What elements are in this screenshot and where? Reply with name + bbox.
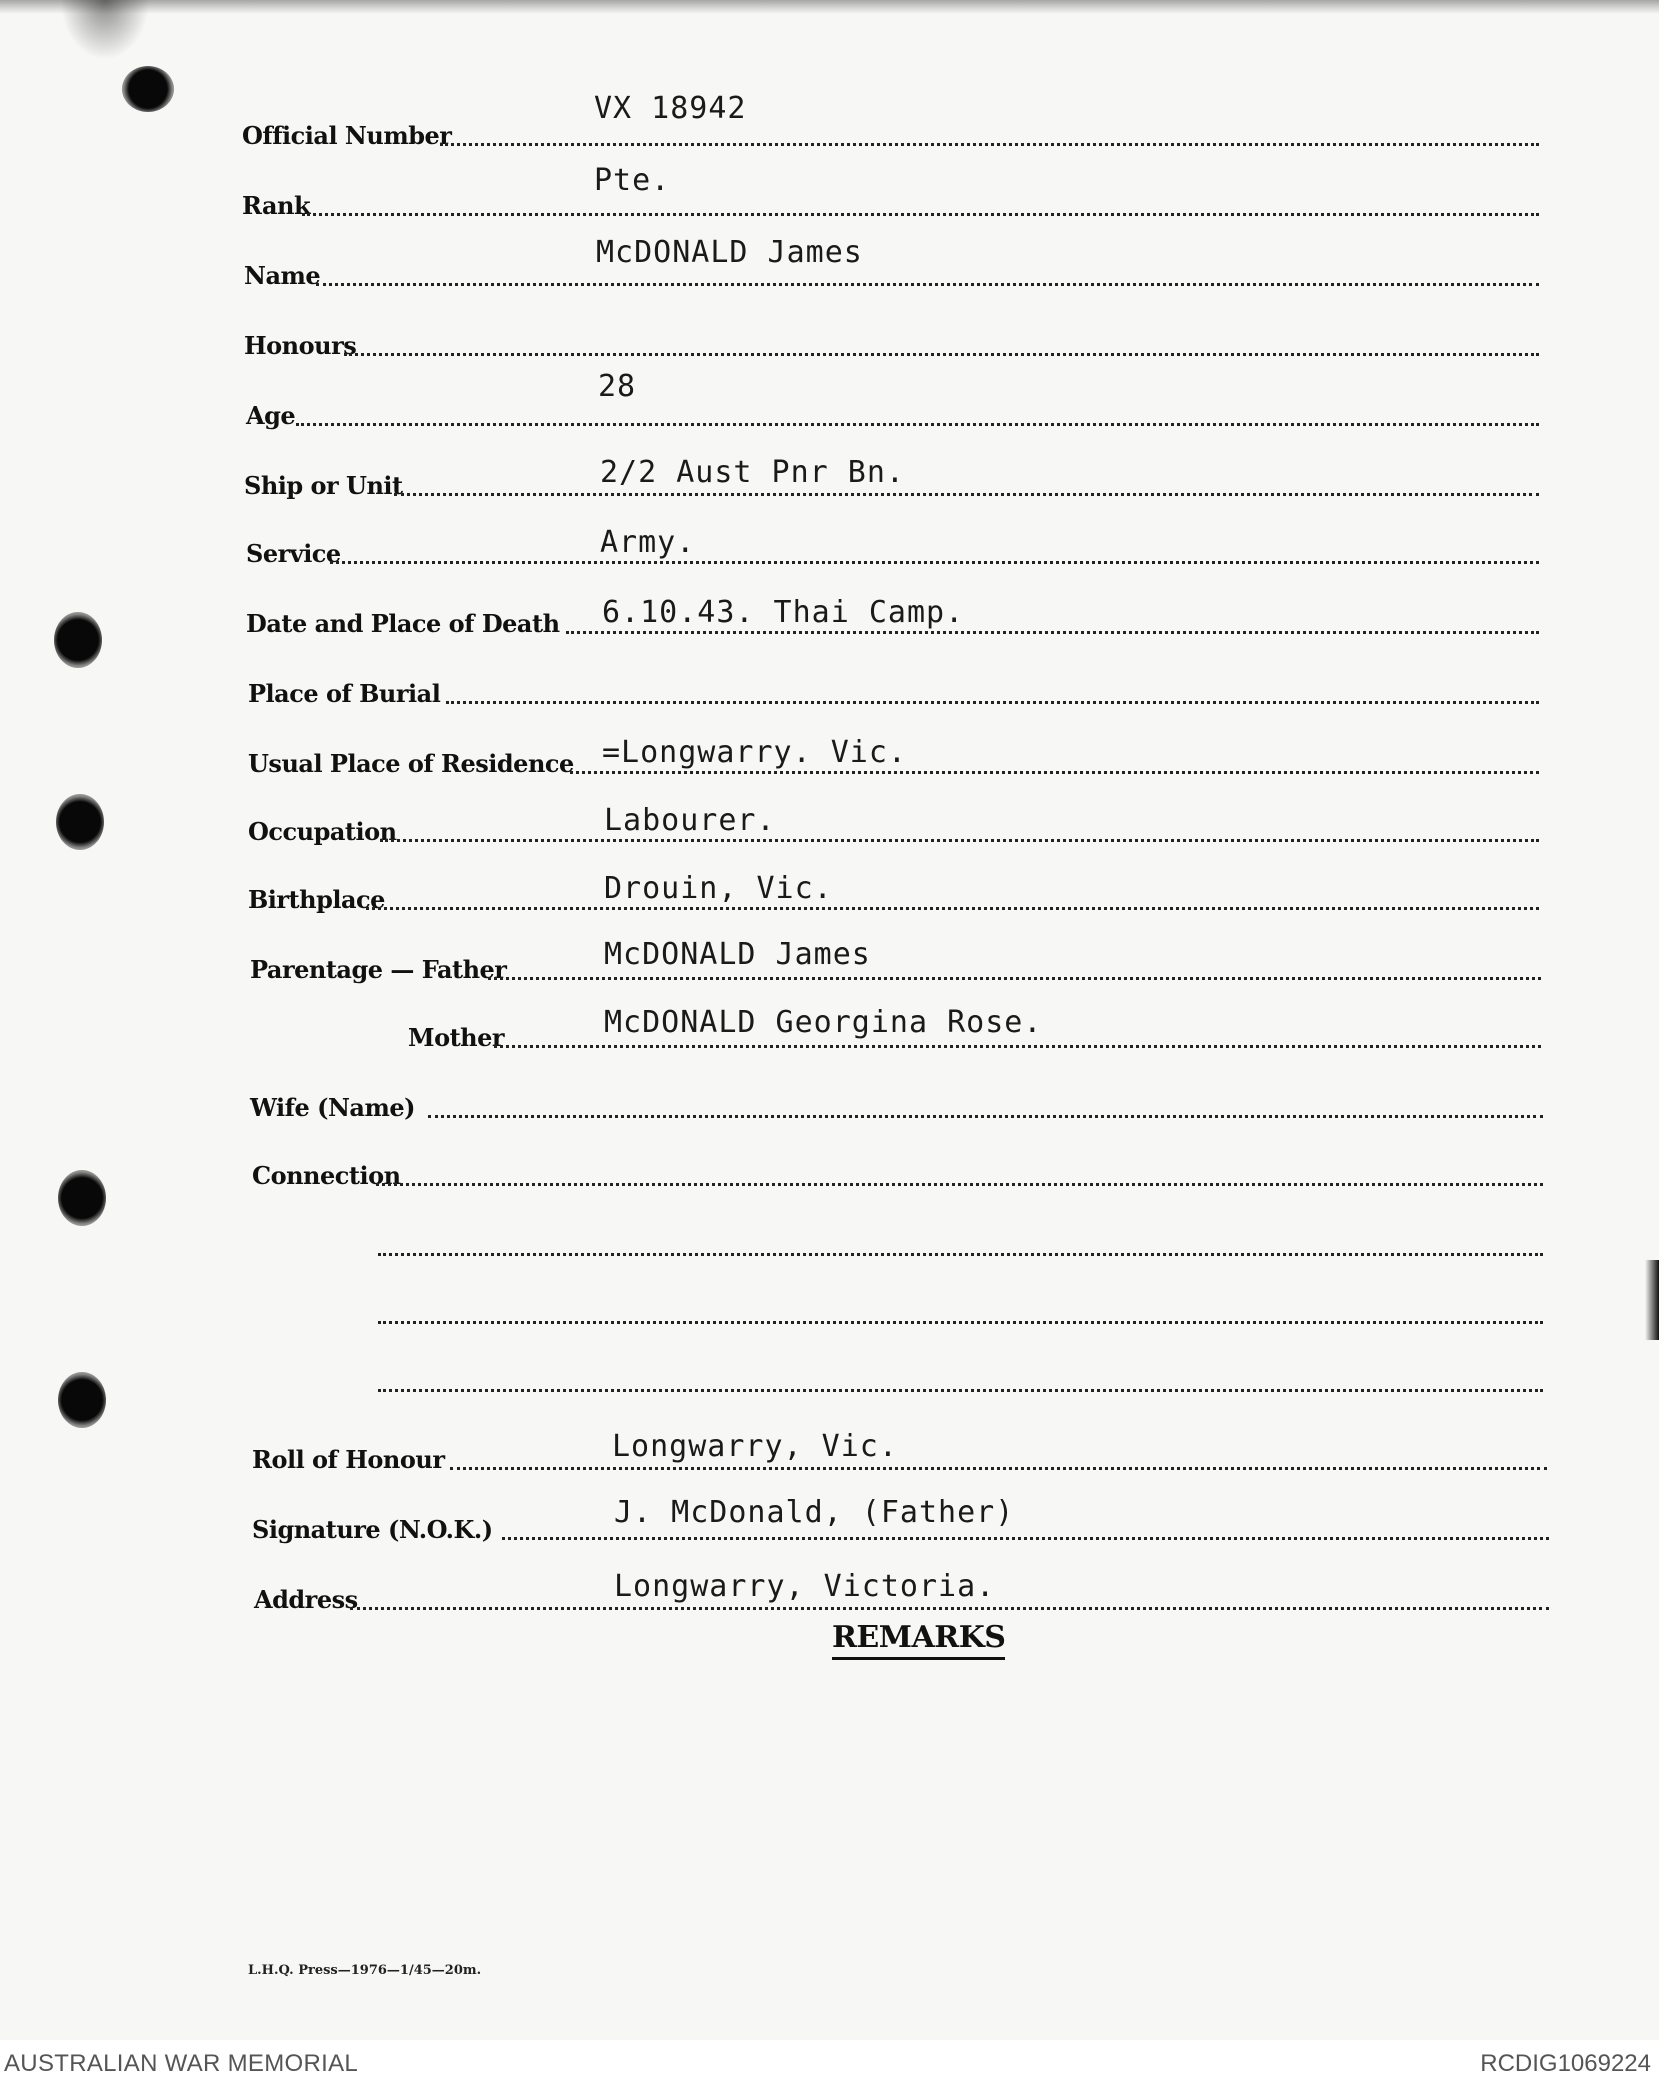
dotted-line <box>378 1389 1543 1392</box>
field-occupation <box>0 792 1659 852</box>
field-label: Birthplace <box>248 885 385 914</box>
field-value: Drouin, Vic. <box>604 871 833 906</box>
field-place-of-burial <box>0 654 1659 714</box>
field-value: 6.10.43. Thai Camp. <box>602 595 965 630</box>
dotted-line <box>296 423 1539 426</box>
field-label: Name <box>244 261 321 290</box>
remarks-heading: REMARKS <box>832 1620 1005 1660</box>
dotted-line <box>494 1045 1541 1048</box>
field-label: Connection <box>252 1161 401 1190</box>
field-birthplace <box>0 860 1659 920</box>
field-label: Service <box>246 539 341 568</box>
field-connection-continued <box>0 1342 1659 1402</box>
dotted-line <box>366 907 1539 910</box>
field-value: McDONALD James <box>604 937 871 972</box>
scan-edge <box>0 0 1659 14</box>
field-value: 2/2 Aust Pnr Bn. <box>600 455 905 490</box>
institution-name: AUSTRALIAN WAR MEMORIAL <box>4 2050 359 2077</box>
dotted-line <box>570 771 1539 774</box>
dotted-line <box>344 353 1539 356</box>
dotted-line <box>350 1607 1549 1610</box>
field-usual-residence <box>0 724 1659 784</box>
field-label: Rank <box>242 191 311 220</box>
field-service <box>0 514 1659 574</box>
field-honours <box>0 306 1659 366</box>
field-label: Date and Place of Death <box>246 609 560 638</box>
dotted-line <box>566 631 1539 634</box>
dotted-line <box>330 561 1539 564</box>
field-roll-of-honour <box>0 1420 1659 1480</box>
dotted-line <box>316 283 1539 286</box>
dotted-line <box>380 839 1539 842</box>
field-label: Mother <box>408 1023 505 1052</box>
field-value: Labourer. <box>604 803 776 838</box>
field-father <box>0 930 1659 990</box>
dotted-line <box>394 493 1539 496</box>
field-label: Roll of Honour <box>252 1445 445 1474</box>
field-connection-continued <box>0 1206 1659 1266</box>
field-mother <box>0 998 1659 1058</box>
dotted-line <box>378 1321 1543 1324</box>
field-label: Honours <box>244 331 357 360</box>
field-label: Age <box>246 401 296 430</box>
field-value: Longwarry, Victoria. <box>614 1569 996 1604</box>
field-value: McDONALD James <box>596 235 863 270</box>
dotted-line <box>378 1253 1543 1256</box>
field-value: J. McDonald, (Father) <box>614 1495 1015 1530</box>
field-value: McDONALD Georgina Rose. <box>604 1005 1043 1040</box>
field-value: =Longwarry. Vic. <box>602 735 907 770</box>
field-value: Longwarry, Vic. <box>612 1429 898 1464</box>
field-official-number <box>0 91 1659 156</box>
field-label: Occupation <box>248 817 397 846</box>
field-name <box>0 236 1659 296</box>
field-ship-or-unit <box>0 446 1659 506</box>
field-address <box>0 1560 1659 1620</box>
field-wife-name <box>0 1068 1659 1128</box>
catalogue-id: RCDIG1069224 <box>1480 2050 1651 2077</box>
scan-smudge <box>60 0 150 60</box>
field-date-place-of-death <box>0 584 1659 644</box>
field-label: Usual Place of Residence <box>248 749 574 778</box>
field-label: Official Number <box>242 121 452 150</box>
field-value: Pte. <box>594 163 671 198</box>
dotted-line <box>428 1115 1543 1118</box>
dotted-line <box>488 977 1541 980</box>
field-label: Ship or Unit <box>244 471 403 500</box>
field-label: Place of Burial <box>248 679 441 708</box>
dotted-line <box>446 701 1539 704</box>
printer-imprint: L.H.Q. Press—1976—1/45—20m. <box>248 1963 482 1978</box>
dotted-line <box>450 1467 1547 1470</box>
dotted-line <box>302 213 1539 216</box>
field-rank <box>0 163 1659 226</box>
dotted-line <box>376 1183 1543 1186</box>
archive-footer <box>0 2040 1659 2082</box>
field-value: Army. <box>600 525 696 560</box>
field-label: Signature (N.O.K.) <box>252 1515 493 1544</box>
field-value: 28 <box>598 369 637 404</box>
field-connection-continued <box>0 1274 1659 1334</box>
field-value: VX 18942 <box>594 91 747 126</box>
field-label: Wife (Name) <box>250 1093 415 1122</box>
field-label: Address <box>254 1585 358 1614</box>
field-age <box>0 369 1659 436</box>
field-signature-nok <box>0 1490 1659 1550</box>
field-connection <box>0 1136 1659 1196</box>
dotted-line <box>440 143 1539 146</box>
dotted-line <box>502 1537 1549 1540</box>
field-label: Parentage — Father <box>250 955 507 984</box>
